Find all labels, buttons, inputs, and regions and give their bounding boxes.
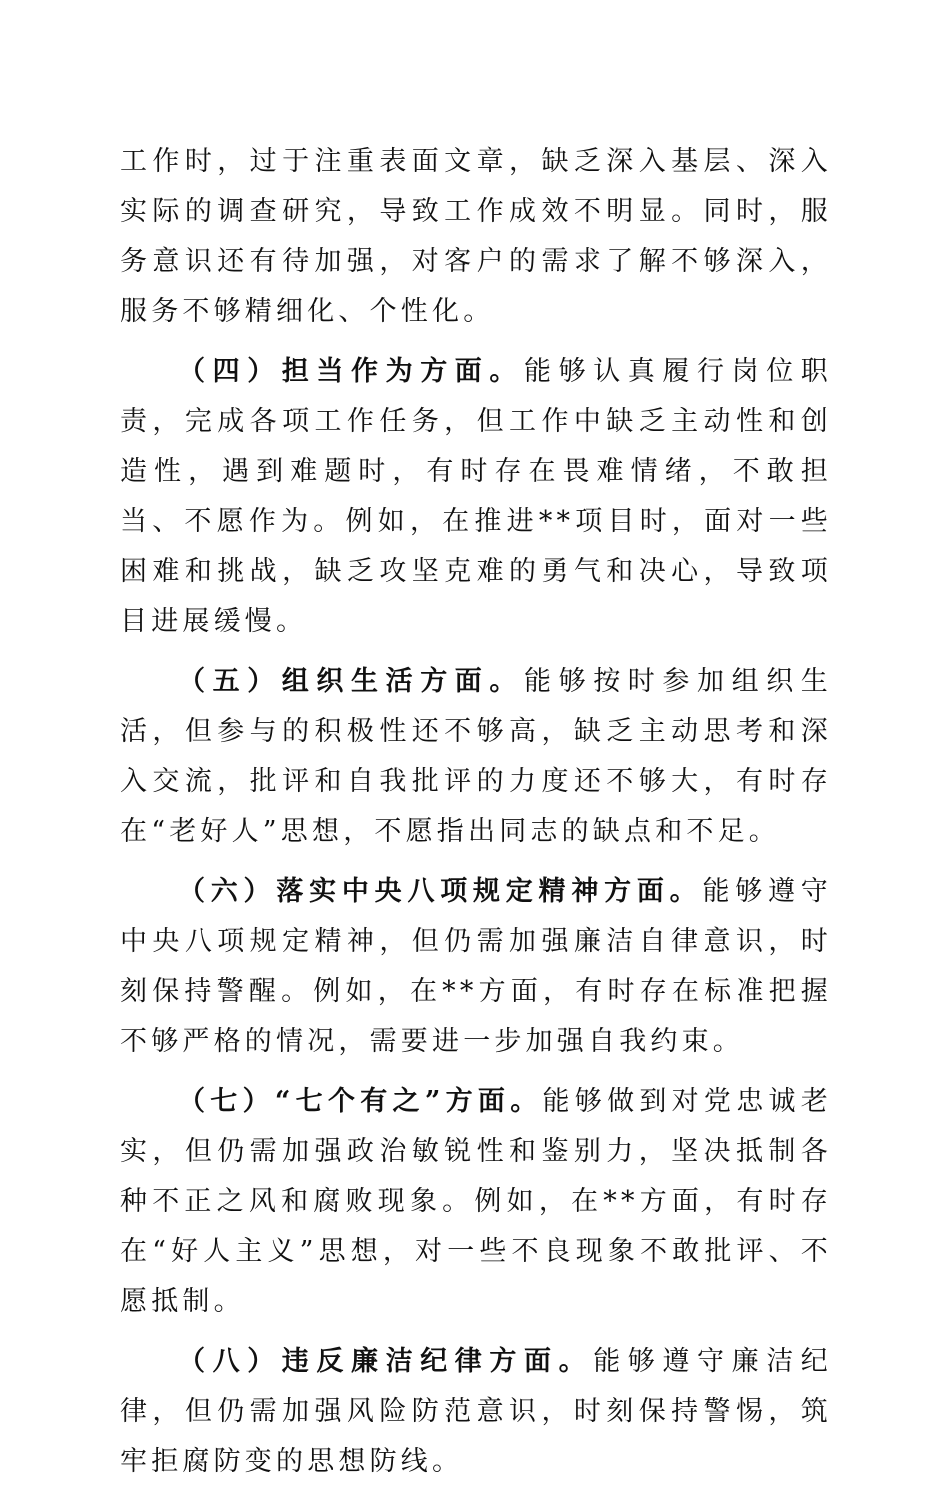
section-heading: （五）组织生活方面。 <box>178 666 524 697</box>
section-heading: （六）落实中央八项规定精神方面。 <box>178 876 703 907</box>
paragraph-section-6 <box>120 867 832 1067</box>
section-heading: （四）担当作为方面。 <box>178 356 524 387</box>
paragraph-body: 工作时，过于注重表面文章，缺乏深入基层、深入实际的调查研究，导致工作成效不明显。同时，服务意识还有待加强，对客户的需求了解不够深入，服务不够精细化、个性化。 <box>120 146 832 327</box>
paragraph-body: 能够遵守中央八项规定精神，但仍需加强廉洁自律意识，时刻保持警醒。例如，在**方面，有时存在标准把握不够严格的情况，需要进一步加强自我约束。 <box>120 876 832 1057</box>
section-heading: （八）违反廉洁纪律方面。 <box>178 1346 594 1377</box>
paragraph-continuation <box>120 137 832 337</box>
document-body <box>120 137 832 1497</box>
paragraph-section-8 <box>120 1337 832 1487</box>
paragraph-body: 能够认真履行岗位职责，完成各项工作任务，但工作中缺乏主动性和创造性，遇到难题时，有时存在畏难情绪，不敢担当、不愿作为。例如，在推进**项目时，面对一些困难和挑战，缺乏攻坚克难的勇气和决心，导致项目进展缓慢。 <box>120 356 832 637</box>
paragraph-section-5 <box>120 657 832 857</box>
paragraph-body: 能够做到对党忠诚老实，但仍需加强政治敏锐性和鉴别力，坚决抵制各种不正之风和腐败现象。例如，在**方面，有时存在“好人主义”思想，对一些不良现象不敢批评、不愿抵制。 <box>120 1086 832 1317</box>
paragraph-body: 能够按时参加组织生活，但参与的积极性还不够高，缺乏主动思考和深入交流，批评和自我批评的力度还不够大，有时存在“老好人”思想，不愿指出同志的缺点和不足。 <box>120 666 832 847</box>
paragraph-body: 能够遵守廉洁纪律，但仍需加强风险防范意识，时刻保持警惕，筑牢拒腐防变的思想防线。 <box>120 1346 832 1477</box>
paragraph-section-7 <box>120 1077 832 1327</box>
section-heading: （七）“七个有之”方面。 <box>178 1086 543 1117</box>
paragraph-section-4 <box>120 347 832 647</box>
